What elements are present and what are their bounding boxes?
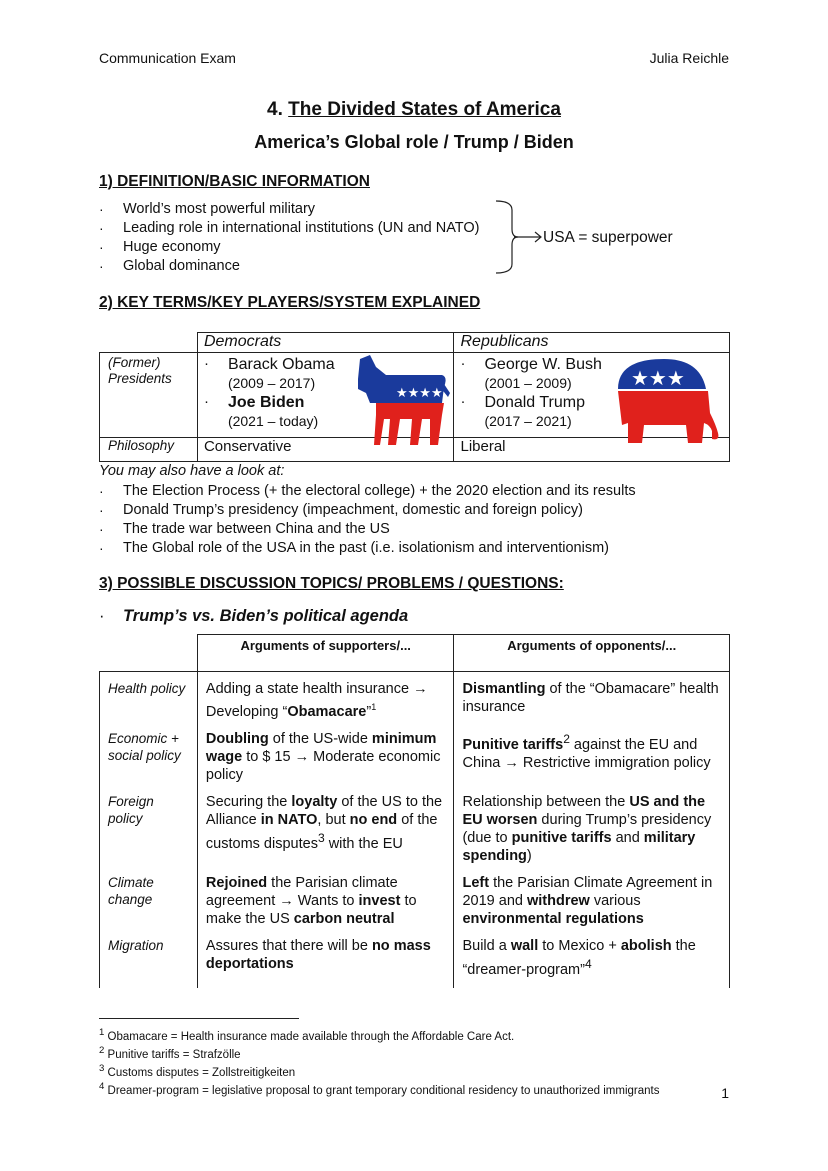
dem-presidents: · Barack Obama (2009 – 2017) · Joe Biden (2021 – today) ★★★★ [197,353,454,438]
democratic-donkey-icon [356,353,452,449]
section1-list [99,200,480,276]
list-item: · Donald Trump’s presidency (impeachment, domestic and foreign policy) [99,501,636,520]
list-item: · Global dominance [99,257,480,276]
section3-subheading: · Trump’s vs. Biden’s political agenda [99,607,409,625]
list-item: · World’s most powerful military [99,200,480,219]
brace-arrow-icon [494,198,544,276]
col-opponents: Arguments of opponents/... [454,635,730,672]
topic-label: Migration [100,937,198,988]
row-presidents: (Former) Presidents [100,353,198,438]
list-item: · Huge economy [99,238,480,257]
topic-label: Climate change [100,874,198,937]
section2-heading: 2) KEY TERMS/KEY PLAYERS/SYSTEM EXPLAINED [99,294,481,311]
header-left: Communication Exam [99,50,236,66]
table-row [100,874,730,937]
col-supporters: Arguments of supporters/... [197,635,454,672]
list-item: · Leading role in international institutions (UN and NATO) [99,219,480,238]
president-name: George W. Bush [484,356,602,373]
header-right: Julia Reichle [649,50,729,66]
parties-table [99,332,730,462]
president-years: (2009 – 2017) [227,375,316,391]
page-title: 4. The Divided States of America [267,99,561,120]
row-philosophy: Philosophy [100,438,198,462]
footnote-divider [99,1018,299,1019]
footnotes [99,1026,659,1099]
opponents-argument: Punitive tariffs$^2$ against the EU and China → Restrictive immigration policy [454,730,730,793]
svg-text:★★★: ★★★ [631,366,686,390]
see-also-label: You may also have a look at: [99,463,285,479]
president-name: Joe Biden [227,394,305,411]
opponents-argument: Relationship between the US and the EU worsen during Trump’s presidency (due to punitive tariffs and military spending) [454,793,730,874]
col-republicans: Republicans [454,333,730,353]
rep-presidents: · George W. Bush (2001 – 2009) · Donald Trump (2017 – 2021) ★★★ [454,353,730,438]
list-item: · The Global role of the USA in the past (i.e. isolationism and interventionism) [99,539,636,558]
table-row [100,793,730,874]
president-years: (2001 – 2009) [484,375,572,391]
section3-heading: 3) POSSIBLE DISCUSSION TOPICS/ PROBLEMS / QUESTIONS: [99,575,564,592]
dem-philosophy: Conservative [197,438,454,462]
president-name: Barack Obama [227,356,335,373]
footnote-item: $^3$ Customs disputes = Zollstreitigkeiten [99,1063,296,1080]
topic-label: Health policy [100,672,198,730]
president-years: (2021 – today) [227,413,319,429]
list-item: · The Election Process (+ the electoral college) + the 2020 election and its results [99,482,636,501]
supporters-argument: Assures that there will be no mass deportations [197,937,454,988]
republican-elephant-icon [614,353,724,449]
section1-heading: 1) DEFINITION/BASIC INFORMATION [99,173,370,190]
supporters-argument: Adding a state health insurance → Developing “Obamacare”$^1$ [197,672,454,730]
supporters-argument: Doubling of the US-wide minimum wage to $ 15 → Moderate economic policy [197,730,454,793]
page-subtitle: America’s Global role / Trump / Biden [254,132,574,152]
rep-philosophy: Liberal [454,438,730,462]
opponents-argument: Dismantling of the “Obamacare” health insurance [454,672,730,730]
president-name: Donald Trump [484,394,585,411]
agenda-table [99,634,730,988]
topic-label: Economic + social policy [100,730,198,793]
svg-text:★★★★: ★★★★ [395,386,443,401]
list-item: · The trade war between China and the US [99,520,636,539]
president-years: (2017 – 2021) [484,413,572,429]
footnote-item: $^1$ Obamacare = Health insurance made available through the Affordable Care Act. [99,1027,515,1043]
topic-label: Foreign policy [100,793,198,874]
superpower-conclusion: USA = superpower [543,229,673,246]
opponents-argument: Left the Parisian Climate Agreement in 2019 and withdrew various environmental regulations [454,874,730,937]
opponents-argument: Build a wall to Mexico + abolish the “dreamer-program”$^4$ [454,937,730,988]
table-row [100,672,730,730]
table-row [100,730,730,793]
footnote-item: $^4$ Dreamer-program = legislative proposal to grant temporary conditional residency to unauthorized immigrants [99,1081,660,1098]
footnote-item: $^2$ Punitive tariffs = Strafzölle [99,1045,241,1061]
supporters-argument: Securing the loyalty of the US to the Alliance in NATO, but no end of the customs disputes$^3$ with the EU [197,793,454,874]
col-democrats: Democrats [197,333,454,353]
see-also-list [99,482,636,558]
table-row [100,937,730,988]
supporters-argument: Rejoined the Parisian climate agreement → Wants to invest to make the US carbon neutral [197,874,454,937]
page-number: 1 [721,1085,729,1101]
